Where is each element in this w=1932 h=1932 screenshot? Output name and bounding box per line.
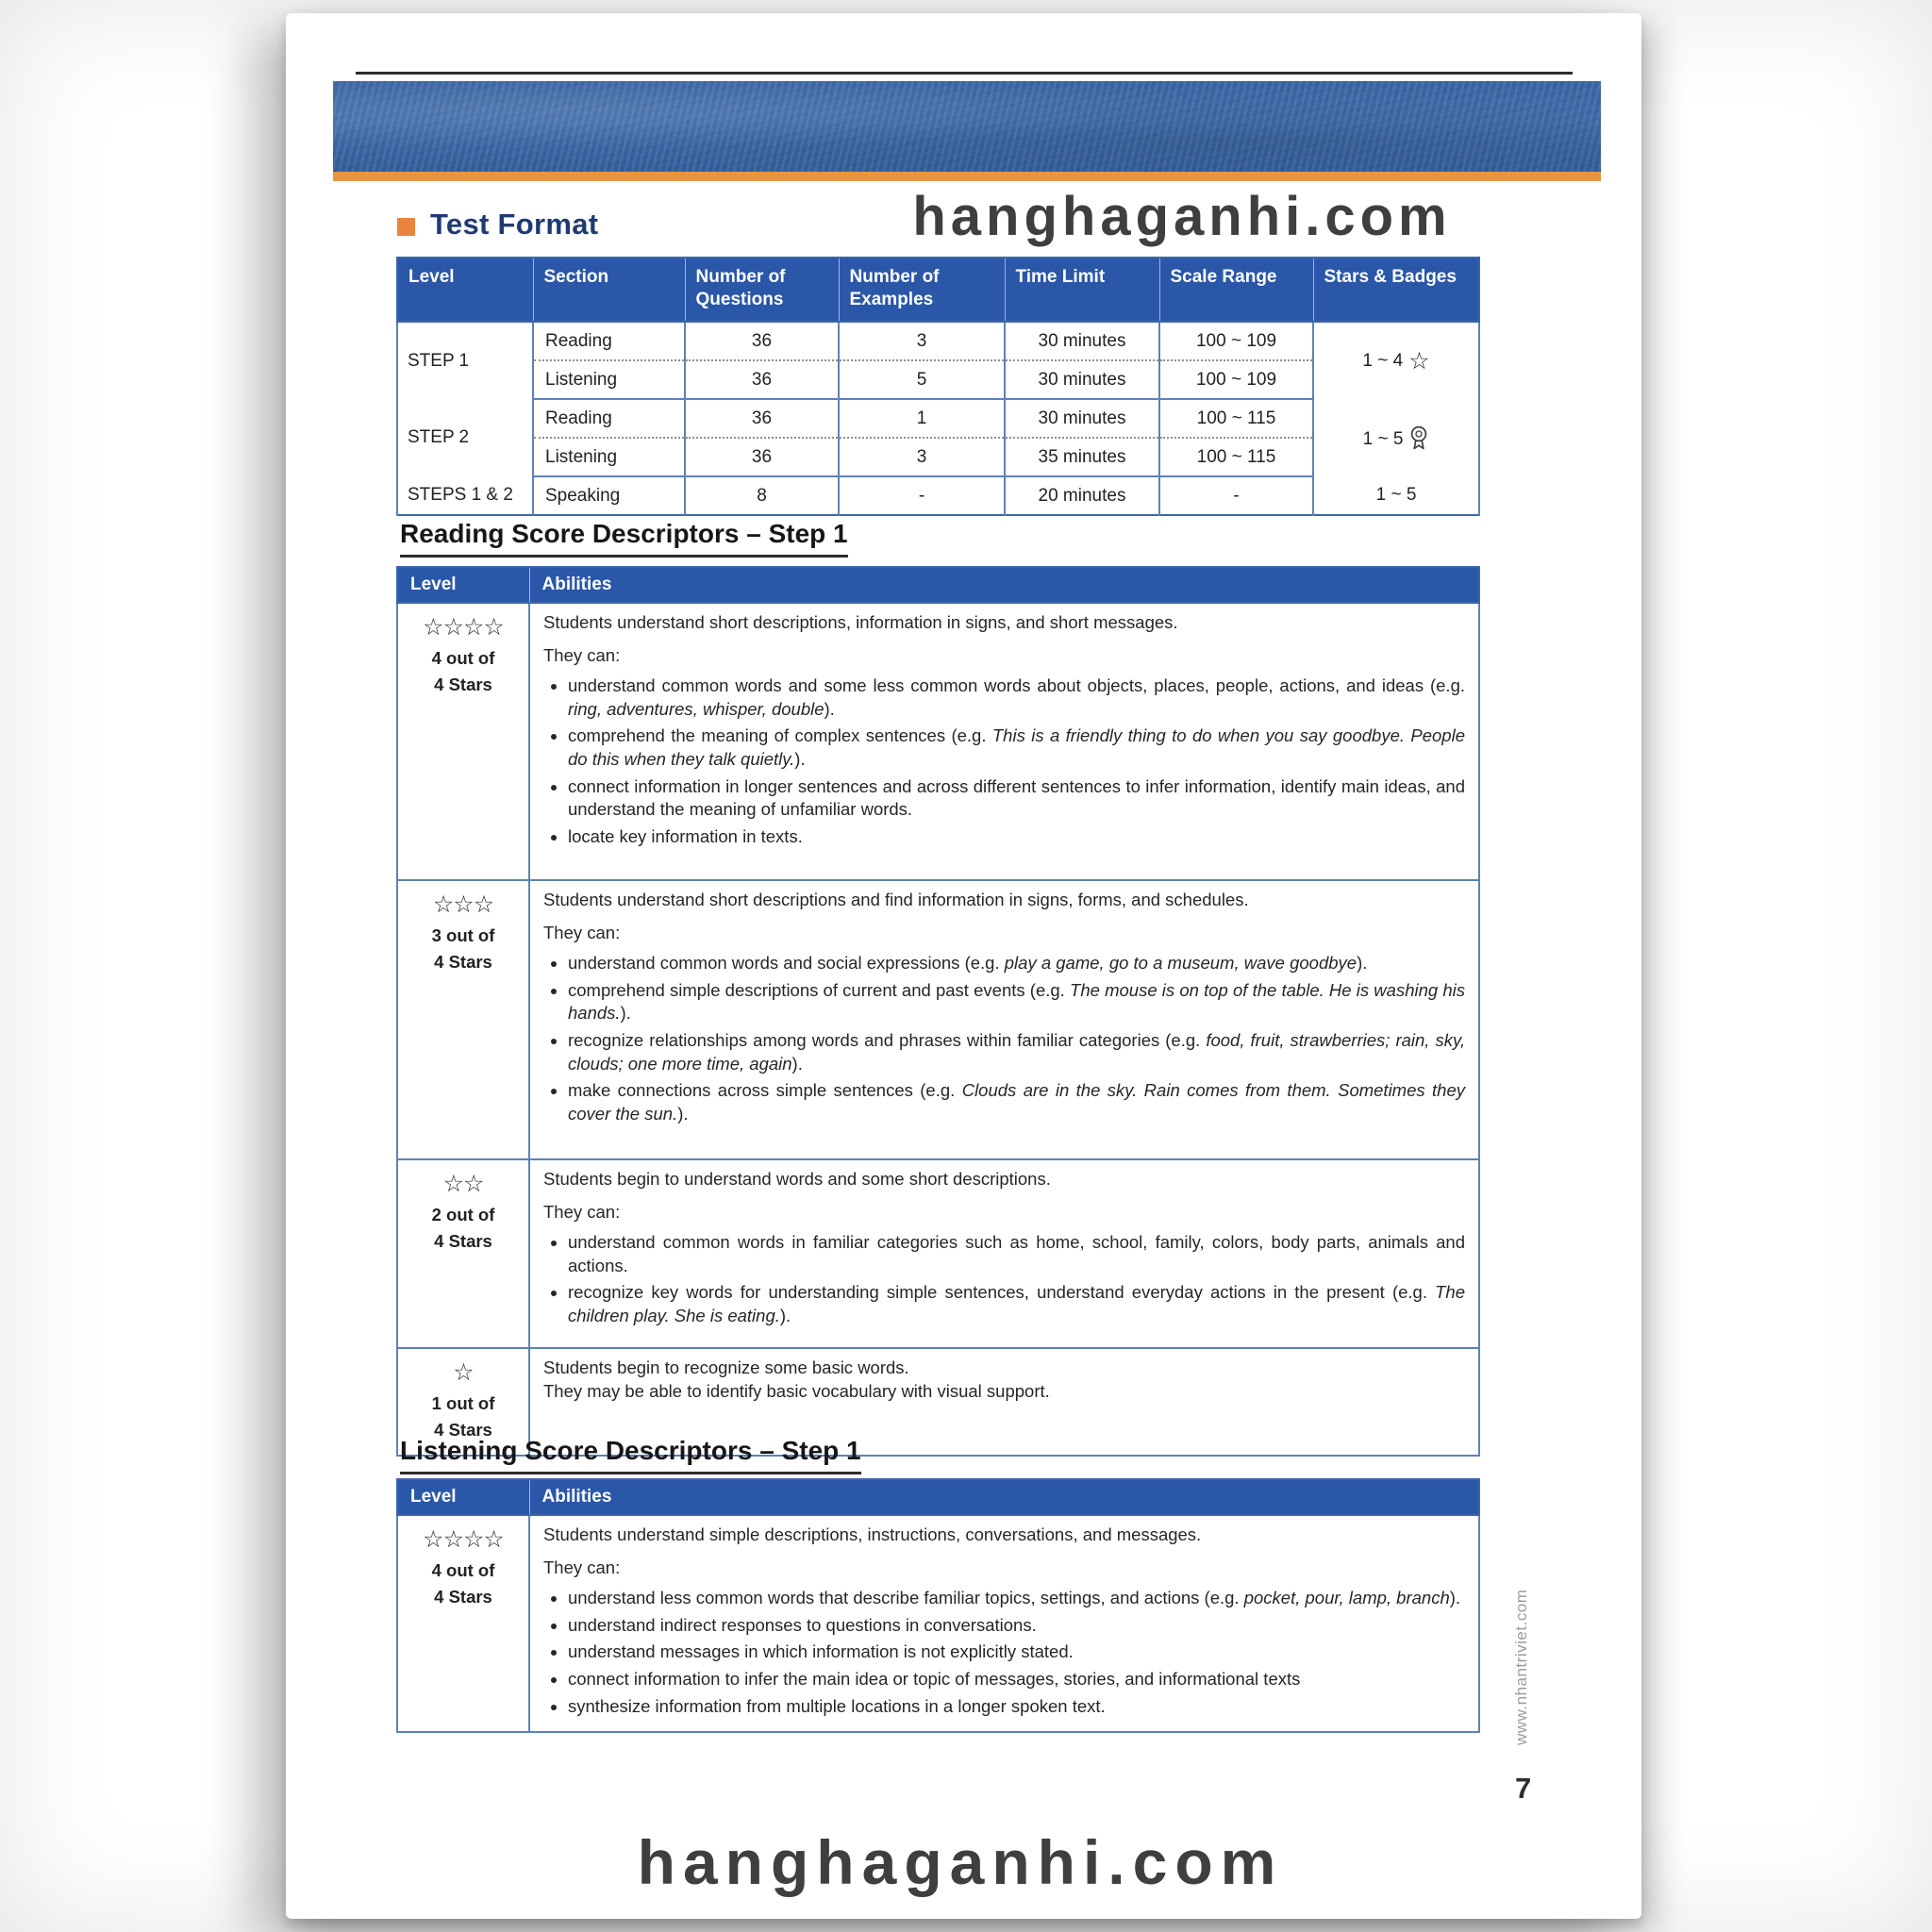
level-cell: STEP 2 bbox=[397, 399, 533, 476]
table-row: Listening 36 3 35 minutes 100 ~ 115 bbox=[397, 438, 1479, 476]
list-item: • understand common words and some less common words about objects, places, people, actions, and ideas (e.g. ring, adventures, whisper, double). bbox=[568, 675, 1465, 721]
list-item: • understand common words in familiar categories such as home, school, family, colors, body parts, animals and actions. bbox=[568, 1231, 1465, 1277]
ability-list bbox=[543, 952, 1465, 1125]
col-number-of-examples: Number of Examples bbox=[839, 258, 1005, 322]
ability-list bbox=[543, 675, 1465, 848]
badge-cell: 1 ~ 4 ☆ bbox=[1313, 322, 1479, 399]
ability-list bbox=[543, 1587, 1465, 1718]
col-time-limit: Time Limit bbox=[1005, 258, 1159, 322]
table-row: STEP 2 Reading 36 1 30 minutes 100 ~ 115 1 ~ 5 bbox=[397, 399, 1479, 438]
col-number-of-questions: Number of Questions bbox=[685, 258, 839, 322]
listening-descriptors-table bbox=[396, 1478, 1480, 1733]
col-section: Section bbox=[533, 258, 685, 322]
side-url: www.nhantriviet.com bbox=[1512, 1589, 1530, 1745]
list-item: • comprehend simple descriptions of current and past events (e.g. The mouse is on top of the table. He is washing his hands.). bbox=[568, 979, 1465, 1025]
abilities-cell: Students begin to recognize some basic words. They may be able to identify basic vocabulary with visual support. bbox=[529, 1348, 1479, 1456]
descriptor-row-2-stars bbox=[397, 1159, 1479, 1348]
watermark-top: hanghaganhi.com bbox=[912, 186, 1452, 247]
test-format-table bbox=[396, 257, 1480, 516]
list-item: • connect information to infer the main idea or topic of messages, stories, and informational texts bbox=[568, 1668, 1465, 1691]
header-band bbox=[333, 81, 1601, 181]
star-icons: ☆☆☆ bbox=[432, 891, 494, 918]
abilities-cell: Students begin to understand words and some short descriptions. They can: • understand common words in familiar categories such as home, school, family, colors, body parts, animals and actions. • recognize key words for understanding simple sentences, understand everyday actions in the present (e.g. The children play. She is eating.). bbox=[529, 1159, 1479, 1348]
heading-listening-descriptors: Listening Score Descriptors – Step 1 bbox=[400, 1436, 861, 1474]
list-item: • understand common words and social expressions (e.g. play a game, go to a museum, wave goodbye). bbox=[568, 952, 1465, 975]
star-icons: ☆☆☆☆ bbox=[423, 1525, 504, 1553]
list-item: • make connections across simple sentences (e.g. Clouds are in the sky. Rain comes from them. Sometimes they cover the sun.). bbox=[568, 1079, 1465, 1125]
section-title: Test Format bbox=[430, 208, 599, 241]
table-header-row bbox=[397, 1479, 1479, 1515]
badge-cell: 1 ~ 5 bbox=[1313, 476, 1479, 515]
abilities-cell: Students understand short descriptions and find information in signs, forms, and schedules. They can: • understand common words and social expressions (e.g. play a game, go to a museum, wave goodbye). • comprehend simple descriptions of current and past events (e.g. The mouse is on top of the table. He is washing his hands.). • recognize relationships among words and phrases within familiar categories (e.g. food, fruit, strawberries; rain, sky, clouds; one more time, again). • make connections across simple sentences (e.g. Clouds are in the sky. Rain comes from them. Sometimes they cover the sun.). bbox=[529, 880, 1479, 1159]
descriptor-row-3-stars bbox=[397, 880, 1479, 1159]
table-header-row bbox=[397, 567, 1479, 603]
col-scale-range: Scale Range bbox=[1159, 258, 1313, 322]
table-row: STEPS 1 & 2 Speaking 8 - 20 minutes - 1 ~ 5 bbox=[397, 476, 1479, 515]
list-item: • understand messages in which information is not explicitly stated. bbox=[568, 1641, 1465, 1664]
descriptor-row-4-stars bbox=[397, 1515, 1479, 1732]
page-number: 7 bbox=[1515, 1772, 1532, 1805]
col-level: Level bbox=[397, 258, 533, 322]
orange-square-icon bbox=[397, 218, 415, 236]
list-item: • comprehend the meaning of complex sentences (e.g. This is a friendly thing to do when you say goodbye. People do this when they talk quietly.). bbox=[568, 724, 1465, 771]
star-icon: ☆ bbox=[1408, 347, 1430, 375]
star-icons: ☆ bbox=[453, 1358, 474, 1386]
level-cell: ☆☆☆☆ 4 out of 4 Stars bbox=[397, 1515, 529, 1732]
watermark-bottom: hanghaganhi.com bbox=[637, 1827, 1284, 1897]
list-item: • recognize key words for understanding simple sentences, understand everyday actions in the present (e.g. The children play. She is eating.). bbox=[568, 1281, 1465, 1327]
table-header-row bbox=[397, 258, 1479, 322]
abilities-cell: Students understand short descriptions, information in signs, and short messages. They can: • understand common words and some less common words about objects, places, people, actions, and ideas (e.g. ring, adventures, whisper, double). • comprehend the meaning of complex sentences (e.g. This is a friendly thing to do when you say goodbye. People do this when they talk quietly.). • connect information in longer sentences and across different sentences to infer information, identify main ideas, and understand the meaning of unfamiliar words. • locate key information in texts. bbox=[529, 603, 1479, 880]
level-cell: STEPS 1 & 2 bbox=[397, 476, 533, 515]
level-cell: ☆☆☆☆ 4 out of 4 Stars bbox=[397, 603, 529, 880]
col-level: Level bbox=[397, 1479, 529, 1515]
star-icons: ☆☆☆☆ bbox=[423, 613, 504, 641]
list-item: • understand less common words that describe familiar topics, settings, and actions (e.g. pocket, pour, lamp, branch). bbox=[568, 1587, 1465, 1610]
table-row: STEP 1 Reading 36 3 30 minutes 100 ~ 109 1 ~ 4 ☆ bbox=[397, 322, 1479, 360]
top-rule-line bbox=[356, 72, 1573, 75]
level-cell: ☆☆☆ 3 out of 4 Stars bbox=[397, 880, 529, 1159]
col-stars-badges: Stars & Badges bbox=[1313, 258, 1479, 322]
document-page bbox=[286, 13, 1641, 1919]
descriptor-row-4-stars bbox=[397, 603, 1479, 880]
level-cell: ☆ 1 out of 4 Stars bbox=[397, 1348, 529, 1456]
list-item: • recognize relationships among words and phrases within familiar categories (e.g. food, fruit, strawberries; rain, sky, clouds; one more time, again). bbox=[568, 1029, 1465, 1075]
col-abilities: Abilities bbox=[529, 1479, 1479, 1515]
reading-descriptors-table bbox=[396, 566, 1480, 1457]
col-abilities: Abilities bbox=[529, 567, 1479, 603]
level-cell: ☆☆ 2 out of 4 Stars bbox=[397, 1159, 529, 1348]
list-item: • connect information in longer sentences and across different sentences to infer information, identify main ideas, and understand the meaning of unfamiliar words. bbox=[568, 775, 1465, 822]
list-item: • synthesize information from multiple locations in a longer spoken text. bbox=[568, 1695, 1465, 1719]
list-item: • understand indirect responses to questions in conversations. bbox=[568, 1614, 1465, 1638]
ability-list bbox=[543, 1231, 1465, 1327]
abilities-cell: Students understand simple descriptions, instructions, conversations, and messages. They can: • understand less common words that describe familiar topics, settings, and actions (e.g. pocket, pour, lamp, branch). • understand indirect responses to questions in conversations. • understand messages in which information is not explicitly stated. • connect information to infer the main idea or topic of messages, stories, and informational texts • synthesize information from multiple locations in a longer spoken text. bbox=[529, 1515, 1479, 1732]
star-icons: ☆☆ bbox=[442, 1170, 484, 1197]
list-item: • locate key information in texts. bbox=[568, 825, 1465, 849]
test-format-heading bbox=[397, 208, 598, 242]
heading-reading-descriptors: Reading Score Descriptors – Step 1 bbox=[400, 519, 848, 558]
level-cell: STEP 1 bbox=[397, 322, 533, 399]
badge-cell: 1 ~ 5 bbox=[1313, 399, 1479, 476]
table-row: Listening 36 5 30 minutes 100 ~ 109 bbox=[397, 360, 1479, 399]
col-level: Level bbox=[397, 567, 529, 603]
medal-icon bbox=[1408, 425, 1429, 451]
